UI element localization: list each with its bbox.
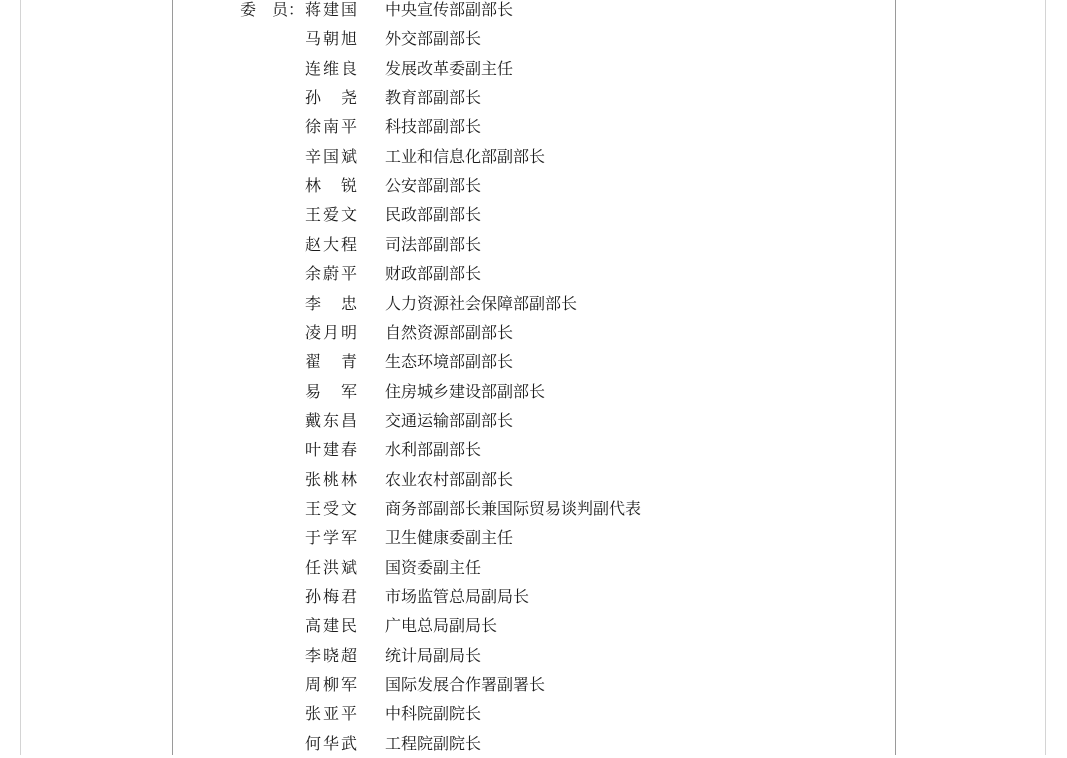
member-title: 人力资源社会保障部副部长 — [385, 293, 578, 313]
member-row — [173, 88, 873, 112]
member-name: 连维良 — [305, 58, 357, 78]
member-name: 翟 青 — [305, 352, 357, 372]
member-name: 任洪斌 — [305, 557, 357, 577]
member-row — [173, 147, 873, 171]
member-name: 叶建春 — [305, 440, 357, 460]
member-row — [173, 264, 873, 288]
member-row — [173, 205, 873, 229]
member-row — [173, 235, 873, 259]
document-content-box — [172, 0, 896, 755]
member-row — [173, 59, 873, 83]
member-row — [173, 440, 873, 464]
member-name: 马朝旭 — [305, 29, 357, 49]
role-label: 委 员： — [240, 0, 305, 19]
member-name: 张桃林 — [305, 469, 357, 489]
member-name: 李 忠 — [305, 293, 357, 313]
member-title: 水利部副部长 — [385, 440, 482, 460]
member-row — [173, 411, 873, 435]
member-row — [173, 29, 873, 53]
member-name: 辛国斌 — [305, 146, 357, 166]
member-name: 戴东昌 — [305, 410, 357, 430]
member-row — [173, 646, 873, 670]
member-name: 孙 尧 — [305, 88, 357, 108]
member-row — [173, 382, 873, 406]
member-title: 民政部副部长 — [385, 205, 482, 225]
member-title: 广电总局副局长 — [385, 616, 498, 636]
member-row — [173, 323, 873, 347]
member-title: 中科院副院长 — [385, 704, 482, 724]
member-row — [173, 558, 873, 582]
member-row — [173, 294, 873, 318]
member-row — [173, 117, 873, 141]
member-title: 中央宣传部副部长 — [385, 0, 514, 19]
member-title: 自然资源部副部长 — [385, 322, 514, 342]
member-name: 徐南平 — [305, 117, 357, 137]
member-name: 王爱文 — [305, 205, 357, 225]
member-row — [173, 352, 873, 376]
member-row — [173, 528, 873, 552]
member-row — [173, 587, 873, 611]
member-name: 林 锐 — [305, 176, 357, 196]
member-row — [173, 499, 873, 523]
member-title: 商务部副部长兼国际贸易谈判副代表 — [385, 498, 642, 518]
member-name: 于学军 — [305, 528, 357, 548]
member-title: 外交部副部长 — [385, 29, 482, 49]
member-name: 孙梅君 — [305, 587, 357, 606]
member-row — [173, 616, 873, 640]
member-name: 高建民 — [305, 616, 357, 636]
member-row — [173, 176, 873, 200]
member-row — [173, 704, 873, 728]
member-name: 余蔚平 — [305, 264, 357, 284]
member-title: 工程院副院长 — [385, 733, 482, 753]
member-title: 国资委副主任 — [385, 557, 482, 577]
member-title: 卫生健康委副主任 — [385, 528, 514, 548]
member-title: 公安部副部长 — [385, 176, 482, 196]
member-name: 王受文 — [305, 498, 357, 518]
member-row — [173, 0, 873, 24]
member-title: 住房城乡建设部副部长 — [385, 381, 546, 401]
member-title: 市场监管总局副局长 — [385, 587, 530, 606]
member-name: 赵大程 — [305, 234, 357, 254]
member-name: 凌月明 — [305, 322, 357, 342]
member-title: 发展改革委副主任 — [385, 58, 514, 78]
member-name: 张亚平 — [305, 704, 357, 724]
member-title: 生态环境部副部长 — [385, 352, 514, 372]
member-title: 教育部副部长 — [385, 88, 482, 108]
member-title: 农业农村部副部长 — [385, 469, 514, 489]
member-name: 蒋建国 — [305, 0, 357, 19]
member-row — [173, 734, 873, 758]
member-title: 国际发展合作署副署长 — [385, 675, 546, 695]
member-title: 科技部副部长 — [385, 117, 482, 137]
member-row — [173, 675, 873, 699]
member-title: 统计局副局长 — [385, 645, 482, 665]
member-name: 易 军 — [305, 381, 357, 401]
member-title: 司法部副部长 — [385, 234, 482, 254]
member-title: 财政部副部长 — [385, 264, 482, 284]
member-name: 周柳军 — [305, 675, 357, 695]
member-name: 何华武 — [305, 733, 357, 753]
member-row — [173, 470, 873, 494]
member-title: 工业和信息化部副部长 — [385, 146, 546, 166]
member-name: 李晓超 — [305, 645, 357, 665]
member-title: 交通运输部副部长 — [385, 410, 514, 430]
